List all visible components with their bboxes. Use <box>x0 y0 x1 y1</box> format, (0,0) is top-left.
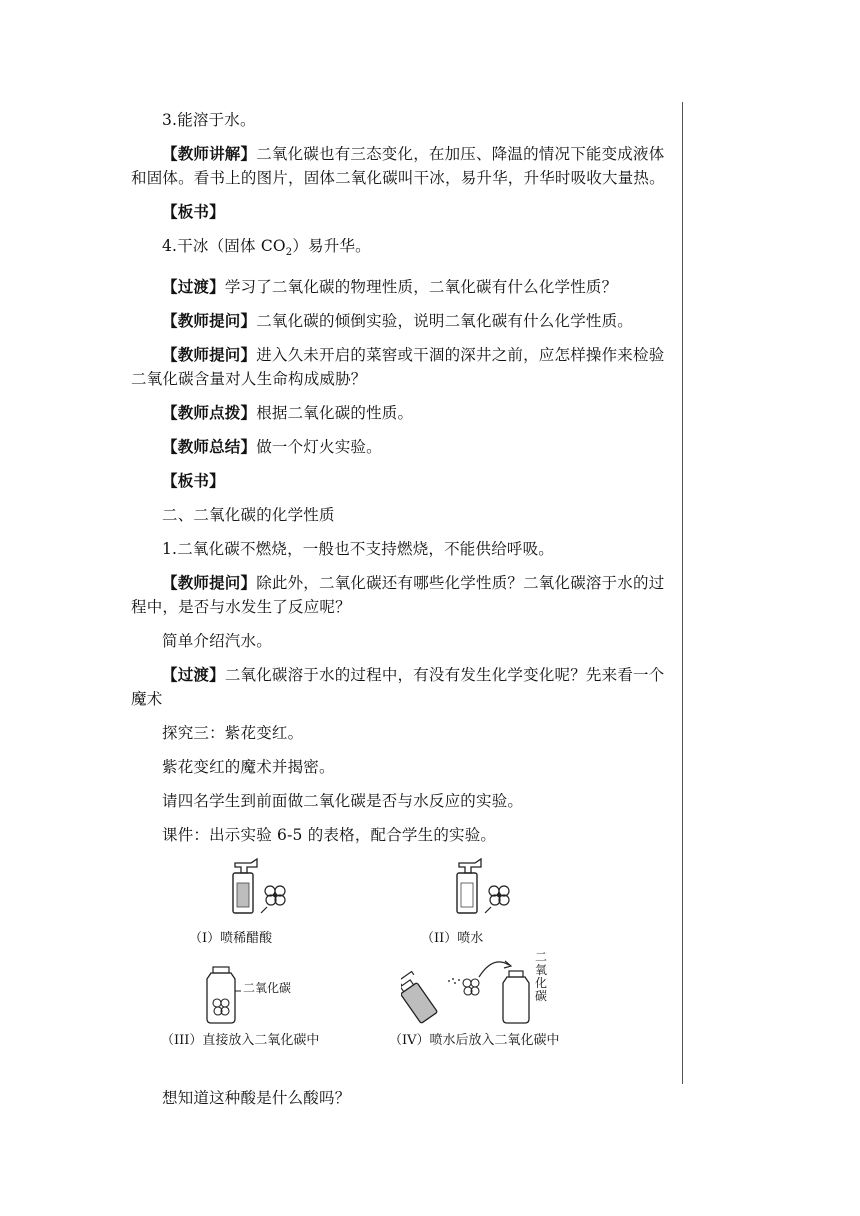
flower-icon <box>213 999 229 1015</box>
paragraph: 【教师讲解】二氧化碳也有三态变化，在加压、降温的情况下能变成液体和固体。看书上的图片，固体二氧化碳叫干冰，易升华，升华时吸收大量热。 <box>131 144 665 187</box>
figure-caption: （IV）喷水后放入二氧化碳中 <box>389 1033 560 1049</box>
spray-bottle-icon <box>217 857 297 917</box>
paragraph: 3.能溶于水。 <box>162 111 256 129</box>
paragraph: 想知道这种酸是什么酸吗？ <box>162 1089 351 1108</box>
table-right-border <box>682 102 683 1084</box>
spray-bottle-icon <box>441 857 521 917</box>
figure-spray-then-co2 <box>401 955 551 1025</box>
paragraph-tag: 【教师点拨】 <box>162 403 257 423</box>
paragraph: 【教师总结】做一个灯火实验。 <box>162 437 382 457</box>
paragraph-tag: 【教师提问】 <box>162 573 257 593</box>
flower-icon <box>485 886 509 913</box>
paragraph-tag: 【教师讲解】 <box>162 144 257 163</box>
lesson-content <box>131 108 677 1120</box>
paragraph-tag: 【过渡】 <box>162 277 225 297</box>
paragraph: 【过渡】二氧化碳溶于水的过程中，有没有发生化学变化呢？先来看一个魔术 <box>131 665 665 709</box>
figure-caption: （III）直接放入二氧化碳中 <box>161 1033 320 1049</box>
paragraph: 请四名学生到前面做二氧化碳是否与水反应的实验。 <box>162 792 524 811</box>
paragraph-tag: 【教师总结】 <box>162 437 257 457</box>
paragraph <box>131 200 677 224</box>
flower-icon <box>261 886 285 913</box>
paragraph-tag: 【板书】 <box>162 202 225 221</box>
jar-label-vertical: 二 氧 化 碳 <box>535 950 548 1004</box>
paragraph: 【过渡】学习了二氧化碳的物理性质，二氧化碳有什么化学性质？ <box>162 277 618 297</box>
paragraph: 1.二氧化碳不燃烧，一般也不支持燃烧，不能供给呼吸。 <box>162 540 554 559</box>
paragraph: 4.干冰（固体 $CO_2$）易升华。 <box>162 237 371 259</box>
spray-and-jar-icon <box>401 955 551 1025</box>
paragraph: 【教师提问】除此外，二氧化碳还有哪些化学性质？二氧化碳溶于水的过程中，是否与水发生了反应呢？ <box>131 573 665 617</box>
paragraph: 课件：出示实验 6-5 的表格，配合学生的实验。 <box>162 826 497 845</box>
figure-spray-water <box>441 857 521 917</box>
paragraph: 二、二氧化碳的化学性质 <box>162 506 335 525</box>
jar-label: 二氧化碳 <box>243 981 292 996</box>
paragraph-tag: 【教师提问】 <box>162 311 257 331</box>
paragraph-tag: 【过渡】 <box>162 665 225 685</box>
paragraph-tag: 【板书】 <box>162 471 225 491</box>
flower-icon <box>463 979 479 995</box>
paragraph: 紫花变红的魔术并揭密。 <box>162 758 335 777</box>
paragraph-tag: 【教师提问】 <box>162 345 257 365</box>
paragraph: 【教师提问】二氧化碳的倾倒实验，说明二氧化碳有什么化学性质。 <box>162 311 634 331</box>
figure-spray-acid <box>217 857 297 917</box>
paragraph: 简单介绍汽水。 <box>162 632 272 651</box>
paragraph: 探究三：紫花变红。 <box>162 724 304 743</box>
figure-caption: （II）喷水 <box>421 931 484 947</box>
figure-caption: （I）喷稀醋酸 <box>189 931 273 947</box>
paragraph <box>131 469 677 493</box>
paragraph: 【教师提问】进入久未开启的菜窖或干涸的深井之前，应怎样操作来检验二氧化碳含量对人生命构成威胁？ <box>131 345 665 389</box>
experiment-figures <box>131 857 677 1082</box>
paragraph: 【教师点拨】根据二氧化碳的性质。 <box>162 403 414 423</box>
